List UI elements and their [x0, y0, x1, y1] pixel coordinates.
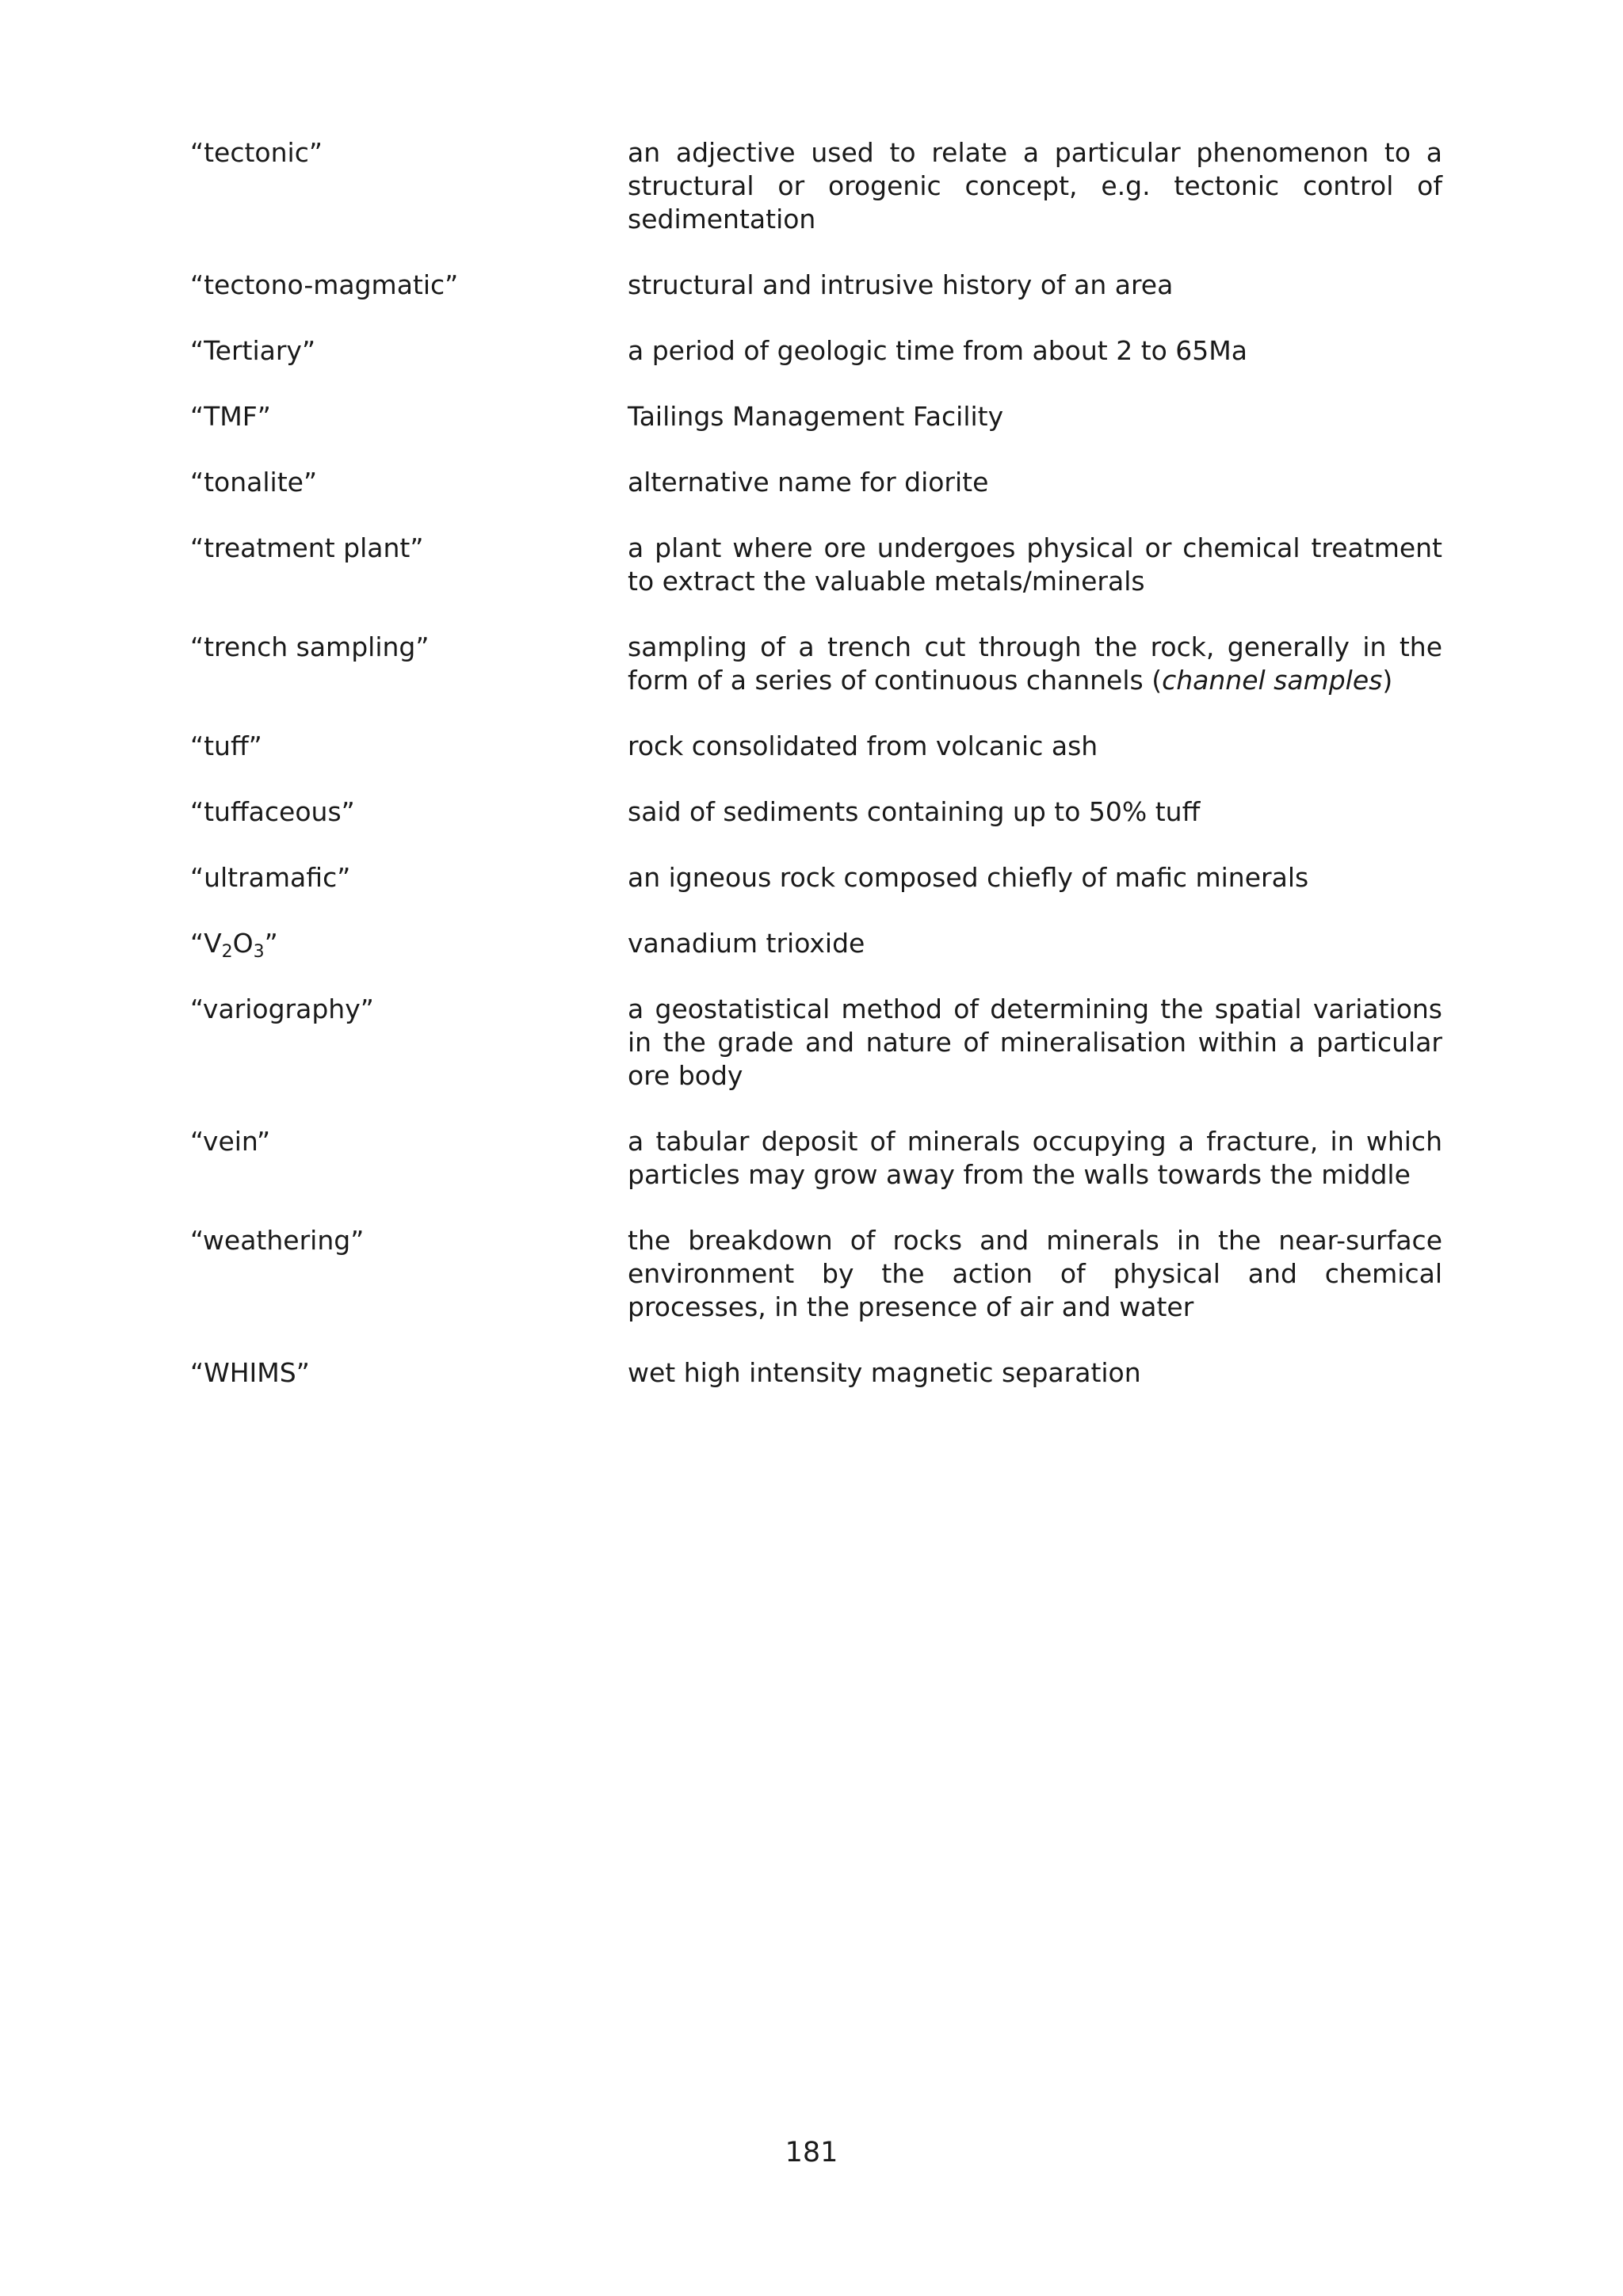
glossary-term: “Tertiary” — [190, 335, 316, 366]
glossary-entry-tuffaceous — [190, 795, 1442, 829]
term-part: “V — [190, 928, 222, 959]
glossary-entry-vein — [190, 1125, 1442, 1192]
term-subscript: 3 — [253, 942, 265, 962]
glossary-entry-tectonic — [190, 136, 1442, 236]
glossary-term: “vein” — [190, 1126, 271, 1157]
glossary-term: “ultramafic” — [190, 862, 351, 893]
term-subscript: 2 — [221, 942, 233, 962]
glossary-term: “WHIMS” — [190, 1357, 310, 1388]
glossary-definition: vanadium trioxide — [628, 928, 865, 959]
definition-text-end: ) — [1382, 665, 1393, 696]
glossary-definition: wet high intensity magnetic separation — [628, 1357, 1141, 1388]
glossary-term: “tuff” — [190, 730, 262, 761]
glossary-definition: an adjective used to relate a particular phenomenon to a structural or orogenic concept, e.g. tectonic control of sedimentation — [628, 137, 1442, 235]
glossary-term: “TMF” — [190, 401, 271, 432]
definition-italic-text: channel samples — [1162, 665, 1383, 696]
term-part: O — [232, 928, 254, 959]
glossary-definition: a plant where ore undergoes physical or chemical treatment to extract the valuable metals/minerals — [628, 532, 1442, 597]
glossary-term — [190, 927, 628, 960]
glossary-entry-tertiary — [190, 334, 1442, 368]
glossary-definition: an igneous rock composed chiefly of mafic minerals — [628, 862, 1309, 893]
glossary-entry-trench-sampling — [190, 631, 1442, 697]
glossary-definition: a geostatistical method of determining the spatial variations in the grade and nature of mineralisation within a particular ore body — [628, 994, 1442, 1091]
glossary-definition: said of sediments containing up to 50% tuff — [628, 796, 1201, 827]
glossary-term: “weathering” — [190, 1225, 365, 1256]
glossary-entry-tectono-magmatic — [190, 269, 1442, 302]
glossary-entry-v2o3 — [190, 927, 1442, 960]
glossary-entry-whims — [190, 1356, 1442, 1390]
glossary-term: “tectonic” — [190, 137, 323, 168]
glossary-entry-ultramafic — [190, 861, 1442, 894]
glossary-definition: Tailings Management Facility — [628, 401, 1004, 432]
glossary-definition: a tabular deposit of minerals occupying a fracture, in which particles may grow away from the walls towards the middle — [628, 1126, 1442, 1190]
glossary-definition: alternative name for diorite — [628, 467, 989, 498]
glossary-definition — [628, 631, 1442, 697]
glossary-entry-weathering — [190, 1224, 1442, 1324]
glossary-term: “treatment plant” — [190, 532, 424, 563]
glossary-term: “tuffaceous” — [190, 796, 355, 827]
glossary-definition: the breakdown of rocks and minerals in the near-surface environment by the action of physical and chemical processes, in the presence of air and water — [628, 1225, 1442, 1322]
term-part: ” — [264, 928, 278, 959]
glossary-entry-variography — [190, 993, 1442, 1093]
page-number: 181 — [785, 2137, 838, 2168]
glossary-term: “tectono-magmatic” — [190, 269, 459, 300]
glossary-term: “tonalite” — [190, 467, 318, 498]
glossary-entry-tonalite — [190, 466, 1442, 499]
glossary-entry-tmf — [190, 400, 1442, 433]
glossary-term: “variography” — [190, 994, 374, 1024]
glossary-entry-tuff — [190, 730, 1442, 763]
definition-text: sampling of a trench cut through the rock, generally in the form of a series of continuous channels ( — [628, 631, 1442, 696]
glossary-definition: rock consolidated from volcanic ash — [628, 730, 1098, 761]
glossary-definition: a period of geologic time from about 2 to 65Ma — [628, 335, 1247, 366]
glossary-term: “trench sampling” — [190, 631, 430, 662]
glossary-definition: structural and intrusive history of an area — [628, 269, 1174, 300]
glossary-entry-treatment-plant — [190, 532, 1442, 598]
glossary-list — [190, 136, 1442, 1422]
